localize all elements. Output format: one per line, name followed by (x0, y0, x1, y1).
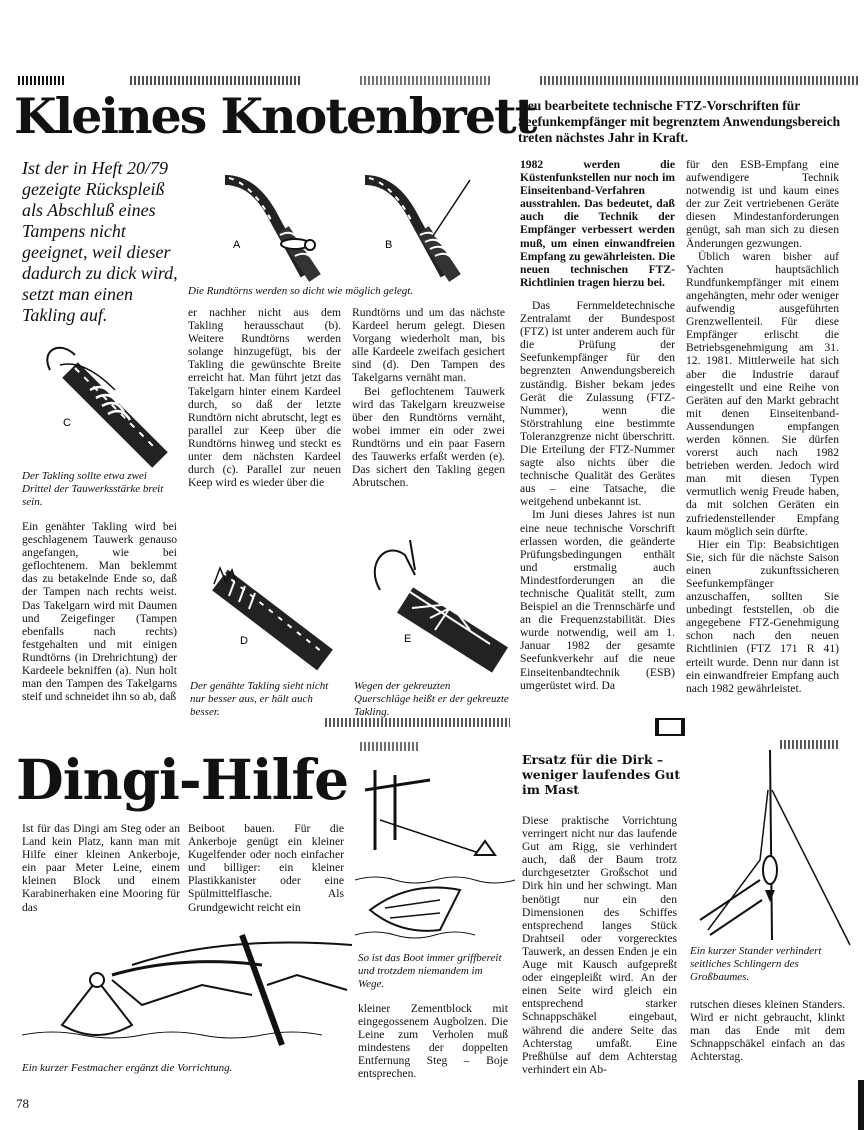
dingi-col2-text: Beiboot bauen. Für die Ankerboje genügt ein kleiner Kugelfender oder noch einfacher und billiger: ein kleiner Plastikkanister oder eine Spülmittelflasche. Als Grundgewicht reicht ein (188, 822, 344, 914)
caption-festmacher: Ein kurzer Festmacher ergänzt die Vorrichtung. (22, 1062, 233, 1074)
mid-rule-left2 (360, 742, 420, 751)
knoten-col3 (352, 306, 505, 489)
dingi-col1-text: Ist für das Dingi am Steg oder an Land kein Platz, kann man mit Hilfe einer kleinen Ankerboje, ein paar Meter Leine, einem kleinen Block und einem Karabinerhaken eine Mooring für das (22, 822, 180, 914)
top-rule-mid (130, 76, 300, 85)
intro-text: Ist der in Heft 20/79 gezeigte Rückspleiß als Abschluß eines Tampens nicht geeignet, weil dieser dadurch zu dick wird, setzt man einen Takling auf. (22, 158, 178, 325)
ftz-col1-p1: Das Fernmeldetechnische Zentralamt der Bundespost (FTZ) ist unter anderem auch für die Prüfung der Seefunkempfänger für den begrenzten Anwendungsbereich zuständig. Bisher bekam jedes Gerät die Zulassung (FTZ-Nummer), wenn die Störstrahlung eine bestimmte Toleranzgrenze nicht überschritt. Die Erteilung der FTZ-Nummer sagte also nichts über die technische Qualität des Gerätes aus – eine Tatsache, die weitgehend unbekannt ist. (520, 298, 675, 509)
ftz-col2-p3: Hier ein Tip: Beabsichtigen Sie, sich für die nächste Saison einen zukunftssicheren Seefunkempfänger anzuschaffen, sollten Sie unbedingt feststellen, ob die angegebene FTZ-Genehmigung schon nach den neuen Richtlinien (FTZ 171 R 41) erteilt wurde. Denn nur dann ist ein einwandfreier Empfang auch nach 1982 gewährleistet. (686, 537, 839, 695)
fig-label-c: C (63, 417, 71, 429)
rope-illustration-e (360, 530, 510, 670)
mid-rule-mark (655, 718, 685, 736)
headline-knotenbrett: Kleines Knotenbrett (14, 87, 536, 145)
top-rule-right (540, 76, 860, 85)
dingi-col2 (188, 822, 344, 914)
fig-label-e: E (404, 633, 412, 645)
knoten-col2-text: er nachher nicht aus dem Takling herausschaut (b). Weitere Rundtörns werden solange hinzugefügt, bis der Takling die gewünschte Breite erreicht hat. Man führt jetzt das Takelgarn hinter einem Kardeel durch, so daß der letzte Rundtörn nicht abrutscht, legt es parallel zur Keep über die Rundtörns hinweg und steckt es unter dem nächsten Kardeel durch (c). Parallel zur neuen Keep wird es wieder über die (188, 306, 341, 490)
dingi-col3-text: kleiner Zementblock mit eingegossenem Augbolzen. Die Leine zum Verholen muß mindestens der doppelten Entfernung Steg – Boje entsprechen. (358, 1002, 508, 1081)
dirk-col1-text: Diese praktische Vorrichtung verringert nicht nur das laufende Gut am Rigg, sie verhindert auch, daß der Baum trotz durchgesetzter Großschot und Dirk hin und her schwingt. Man benötigt nur ein den Dimensionen des Schiffes entsprechend langes Stück Drahtseil oder vorgerecktes Tauwerk, an dessen Enden je ein Auge mit Kausch aufgepreßt oder eingepleißt wird. An der einen Seite wird gleich ein entsprechend starker Schnappschäkel eingebaut, während die andere Seite das Achterstag umfaßt. Eine Preßhülse auf dem Achterstag verhindert ein Ab- (522, 814, 677, 1076)
headline-dirk: Ersatz für die Dirk – weniger laufendes Gut im Mast (522, 752, 681, 797)
ftz-deck: Neu bearbeitete technische FTZ-Vorschriften für Seefunkempfänger mit begrenztem Anwendungsbereich treten nächstes Jahr in Kraft. (518, 98, 841, 145)
rope-b (365, 178, 470, 278)
knoten-col3-p2: Bei geflochtenem Tauwerk wird das Takelgarn kreuzweise über den Rundtörns vernäht, wobei immer ein oder zwei Rundtörns und ein paar Fasern des Tauwerks erfaßt werden (e). Das sichert den Takling gegen Abrutschen. (352, 384, 505, 490)
dirk-col2 (690, 998, 845, 1063)
dingi-col1 (22, 822, 180, 914)
rope-illustration-ab (195, 160, 480, 285)
caption-gekreuzter-takling: Wegen der gekreuzten Querschläge heißt er der gekreuzte Takling. (354, 680, 509, 718)
top-rule-left (18, 76, 64, 85)
rigging-illustration (690, 750, 855, 945)
rope-illustration-c (30, 330, 180, 470)
dinghy-mooring-illustration (355, 760, 510, 950)
rope-illustration-d (200, 560, 340, 670)
fig-label-a: A (233, 239, 241, 251)
anchor-buoy-illustration (22, 925, 352, 1060)
knoten-col1-text: Ein genähter Takling wird bei geschlagenem Tauwerk genauso angefangen, wie bei geflochtenem. Man beklemmt das zu betakelnde Ende so, daß der Tampen nach rechts weist. Das Takelgarn wird mit Daumen und Zeigefinger (Tampen ebenfalls nach rechts) festgehalten und mit einigen Rundtörns (in Drehrichtung) der Kardeele bekniffen (a). Nun holt man den Tampen des Takelgarns steif und schneidet ihn so ab, daß (22, 520, 177, 704)
ftz-col2 (686, 158, 839, 695)
dirk-col2-text: rutschen dieses kleinen Standers. Wird er nicht gebraucht, klinkt man das Ende mit dem Schnappschäkel einfach an das Achterstag. (690, 998, 845, 1064)
caption-boot: So ist das Boot immer griffbereit und trotzdem niemandem im Wege. (358, 952, 502, 990)
mid-rule-left (325, 718, 510, 727)
mid-rule-right (780, 740, 840, 749)
ftz-col2-p1: für den ESB-Empfang eine aufwendigere Technik notwendig ist und kaum eines der zur Zeit vertriebenen Geräte diesen Mindestanforderungen genügt, sah man sich zu diesen Änderungen gezwungen. (686, 158, 839, 250)
fig-label-d: D (240, 635, 248, 647)
caption-stander: Ein kurzer Stander verhindert seitliches Schlingern des Großbaumes. (690, 945, 822, 983)
ftz-col2-p2: Üblich waren bisher auf Yachten hauptsächlich Rundfunkempfänger mit einem angehängten, mehr oder weniger aufwendig ausgeführten Grenzwellenteil. Für diese Empfänger erlischt die Betriebsgenehmigung am 31. 12. 1981. Mittlerweile hat sich aber die Industrie darauf eingestellt und eine Reihe von Geräten auf den Markt gebracht mit denen Einseitenband-Aussendungen empfangen werden können. Sie dürfen vorerst auch nach 1982 betrieben werden. Jedoch wird man mit diesen Typen vermutlich wenig Freude haben, da mit solchen Geräten ein zufriedenstellender Empfang kaum möglich sein dürfte. (686, 249, 839, 538)
headline-dingi-hilfe: Dingi-Hilfe (16, 747, 349, 812)
caption-rundtoerns: Die Rundtörns werden so dicht wie möglich gelegt. (188, 285, 414, 297)
scan-edge (858, 1080, 864, 1130)
knoten-col3-p1: Rundtörns und um das nächste Kardeel herum gelegt. Diesen Vorgang wiederholt man, bis alle Kardeele zweifach gesichert sind (d). Den Tampen des Takelgarns vernäht man. (352, 306, 505, 385)
dirk-col1 (522, 814, 677, 1076)
ftz-lead: 1982 werden die Küstenfunkstellen nur noch im Einseitenband-Verfahren ausstrahlen. Das bedeutet, daß auch die Technik der Empfänger verbessert werden muß, um einen einwandfreien Empfang zu gewährleisten. Die neuen technischen FTZ-Richtlinien tragen hierzu bei. (520, 158, 675, 289)
ftz-col1 (520, 158, 675, 692)
rope-a (225, 178, 315, 278)
knoten-col1 (22, 520, 177, 703)
top-rule-mid2 (360, 76, 490, 85)
page-number: 78 (16, 1096, 29, 1111)
fig-label-b: B (385, 239, 393, 251)
knoten-col2 (188, 306, 341, 489)
caption-genaehter-takling: Der genähte Takling sieht nicht nur besser aus, er hält auch besser. (190, 680, 329, 718)
dingi-col3 (358, 1002, 508, 1081)
caption-takling: Der Takling sollte etwa zwei Drittel der Tauwerksstärke breit sein. (22, 470, 164, 508)
ftz-col1-p2: Im Juni dieses Jahres ist nun eine neue technische Vorschrift erlassen worden, die geänderte Prüfungsbedingungen enthält und erstmalig auch Mindestforderungen an die technische Qualität stellt, zum Beispiel an die Trennschärfe und an die Frequenzstabilität. Dies wurde notwendig, weil am 1. Januar 1982 der gesamte Seefunkverkehr auf die neue Einseitenbandtechnik (ESB) umgerüstet wird. Da (520, 508, 675, 692)
